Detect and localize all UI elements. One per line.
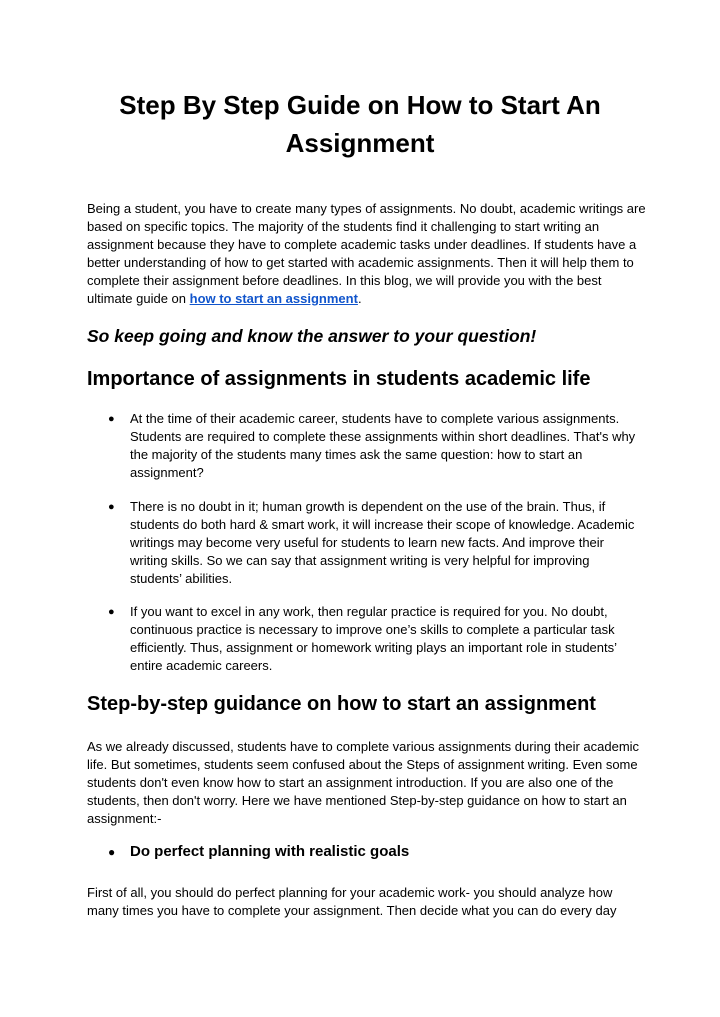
- bullet-text: At the time of their academic career, students have to complete various assignments. Students are required to complete these assignments within short deadlines. That's why the majority of the students many times ask the same question: how to start an assignment?: [130, 411, 636, 480]
- how-to-start-assignment-link[interactable]: how to start an assignment: [189, 291, 358, 306]
- bullet-icon: ●: [108, 606, 115, 618]
- document-title: Step By Step Guide on How to Start An Assignment: [119, 90, 601, 158]
- intro-paragraph: [87, 200, 647, 308]
- step-guidance-paragraph: As we already discussed, students have to complete various assignments during their academic life. But sometimes, students seem confused about the Steps of assignment writing. Even some students don't even know how to start an assignment introduction. If you are also one of the students, then don't worry. Here we have mentioned Step-by-step guidance on how to start an assignment:-: [87, 739, 640, 826]
- bullet-icon: ●: [108, 845, 116, 859]
- section-heading-step-guidance: Step-by-step guidance on how to start an assignment: [87, 693, 596, 715]
- bullet-text: If you want to excel in any work, then regular practice is required for you. No doubt, continuous practice is necessary to improve one’s skills to complete a particular task efficiently. Thus, assignment or homework writing plays an important role in students’ entire academic careers.: [130, 604, 617, 673]
- bullet-icon: ●: [108, 501, 115, 513]
- bullet-icon: ●: [108, 413, 115, 425]
- closing-paragraph: First of all, you should do perfect planning for your academic work- you should analyze how many times you have to complete your assignment. Then decide what you can do every day: [87, 885, 617, 918]
- callout-text: So keep going and know the answer to your question!: [87, 326, 537, 346]
- subheading-planning: Do perfect planning with realistic goals: [130, 843, 410, 860]
- intro-text: Being a student, you have to create many types of assignments. No doubt, academic writings are based on specific topics. The majority of the students find it challenging to start writing an assignment because they have to complete academic tasks under deadlines. If students have a better understanding of how to get started with academic assignments. Then it will help them to complete their assignment before deadlines. In this blog, we will provide you with the best ultimate guide on: [87, 201, 646, 306]
- section-heading-importance: Importance of assignments in students academic life: [87, 368, 591, 390]
- bullet-text: There is no doubt in it; human growth is dependent on the use of the brain. Thus, if students do both hard & smart work, it will increase their scope of knowledge. Academic writings may become very useful for students to learn new facts. And improve their writing skills. So we can say that assignment writing is very helpful for improving students’ abilities.: [130, 499, 635, 586]
- intro-end: .: [357, 291, 362, 306]
